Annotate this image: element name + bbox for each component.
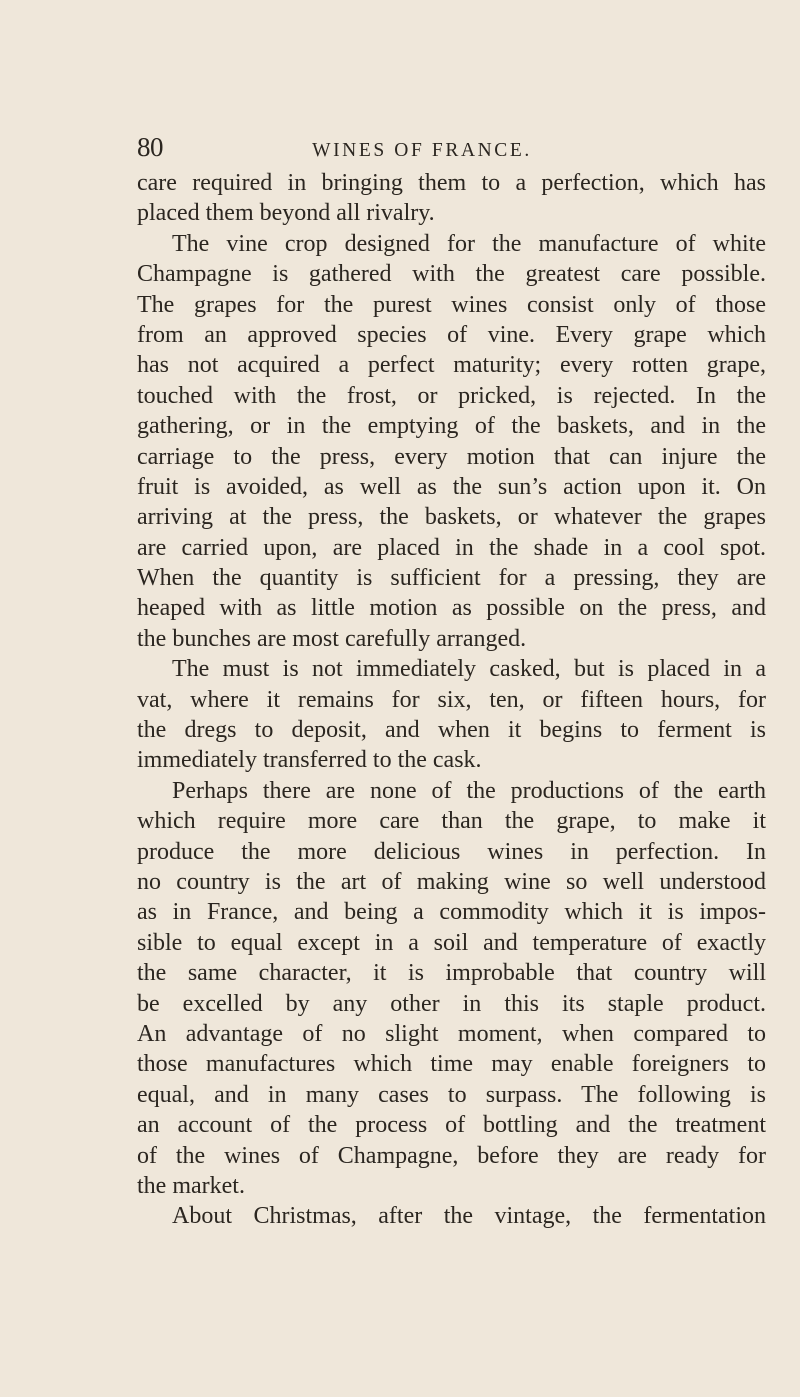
text-line: are carried upon, are placed in the shade in a cool spot. [137,534,766,561]
text-line: no country is the art of making wine so well understood [137,868,766,895]
text-line: The must is not immediately casked, but is placed in a [172,656,766,683]
text-line: care required in bringing them to a perfection, which has [137,170,766,196]
running-title: WINES OF FRANCE. [312,140,532,161]
text-line: immediately transferred to the cask. [137,747,482,774]
text-line: be excelled by any other in this its staple product. [137,990,766,1017]
text-line: equal, and in many cases to surpass. The following is [137,1081,766,1108]
text-line: vat, where it remains for six, ten, or fifteen hours, for [137,686,766,713]
text-line: arriving at the press, the baskets, or whatever the grapes [137,504,766,531]
body-text [137,168,766,1232]
text-line: sible to equal except in a soil and temperature of exactly [137,929,766,956]
text-line: the bunches are most carefully arranged. [137,625,527,652]
text-line: from an approved species of vine. Every grape which [137,321,766,348]
text-line: the dregs to deposit, and when it begins to ferment is [137,717,766,744]
text-line: carriage to the press, every motion that can injure the [137,443,766,470]
text-line: touched with the frost, or pricked, is rejected. In the [137,382,766,409]
text-line: the market. [137,1172,245,1199]
text-line: Perhaps there are none of the productions of the earth [172,777,766,804]
page-number: 80 [137,132,163,162]
text-line: An advantage of no slight moment, when compared to [137,1020,766,1047]
text-line: Champagne is gathered with the greatest care possible. [137,261,766,288]
text-line: has not acquired a perfect maturity; every rotten grape, [137,352,766,379]
text-line: which require more care than the grape, to make it [137,808,766,835]
text-line: The grapes for the purest wines consist only of those [137,291,766,318]
text-line: placed them beyond all rivalry. [137,200,435,227]
text-line: an account of the process of bottling and the treatment [137,1112,766,1139]
text-line: gathering, or in the emptying of the baskets, and in the [137,413,766,440]
text-line: fruit is avoided, as well as the sun’s action upon it. On [137,473,766,500]
text-line: of the wines of Champagne, before they are ready for [137,1142,766,1169]
text-line: as in France, and being a commodity which it is impos- [137,899,766,926]
text-line: When the quantity is sufficient for a pressing, they are [137,565,766,592]
text-line: The vine crop designed for the manufacture of white [172,230,766,257]
text-line: the same character, it is improbable that country will [137,960,766,987]
text-line: heaped with as little motion as possible on the press, and [137,595,766,622]
text-line: About Christmas, after the vintage, the fermentation [172,1203,766,1230]
text-line: produce the more delicious wines in perfection. In [137,838,766,865]
text-line: those manufactures which time may enable foreigners to [137,1051,766,1078]
